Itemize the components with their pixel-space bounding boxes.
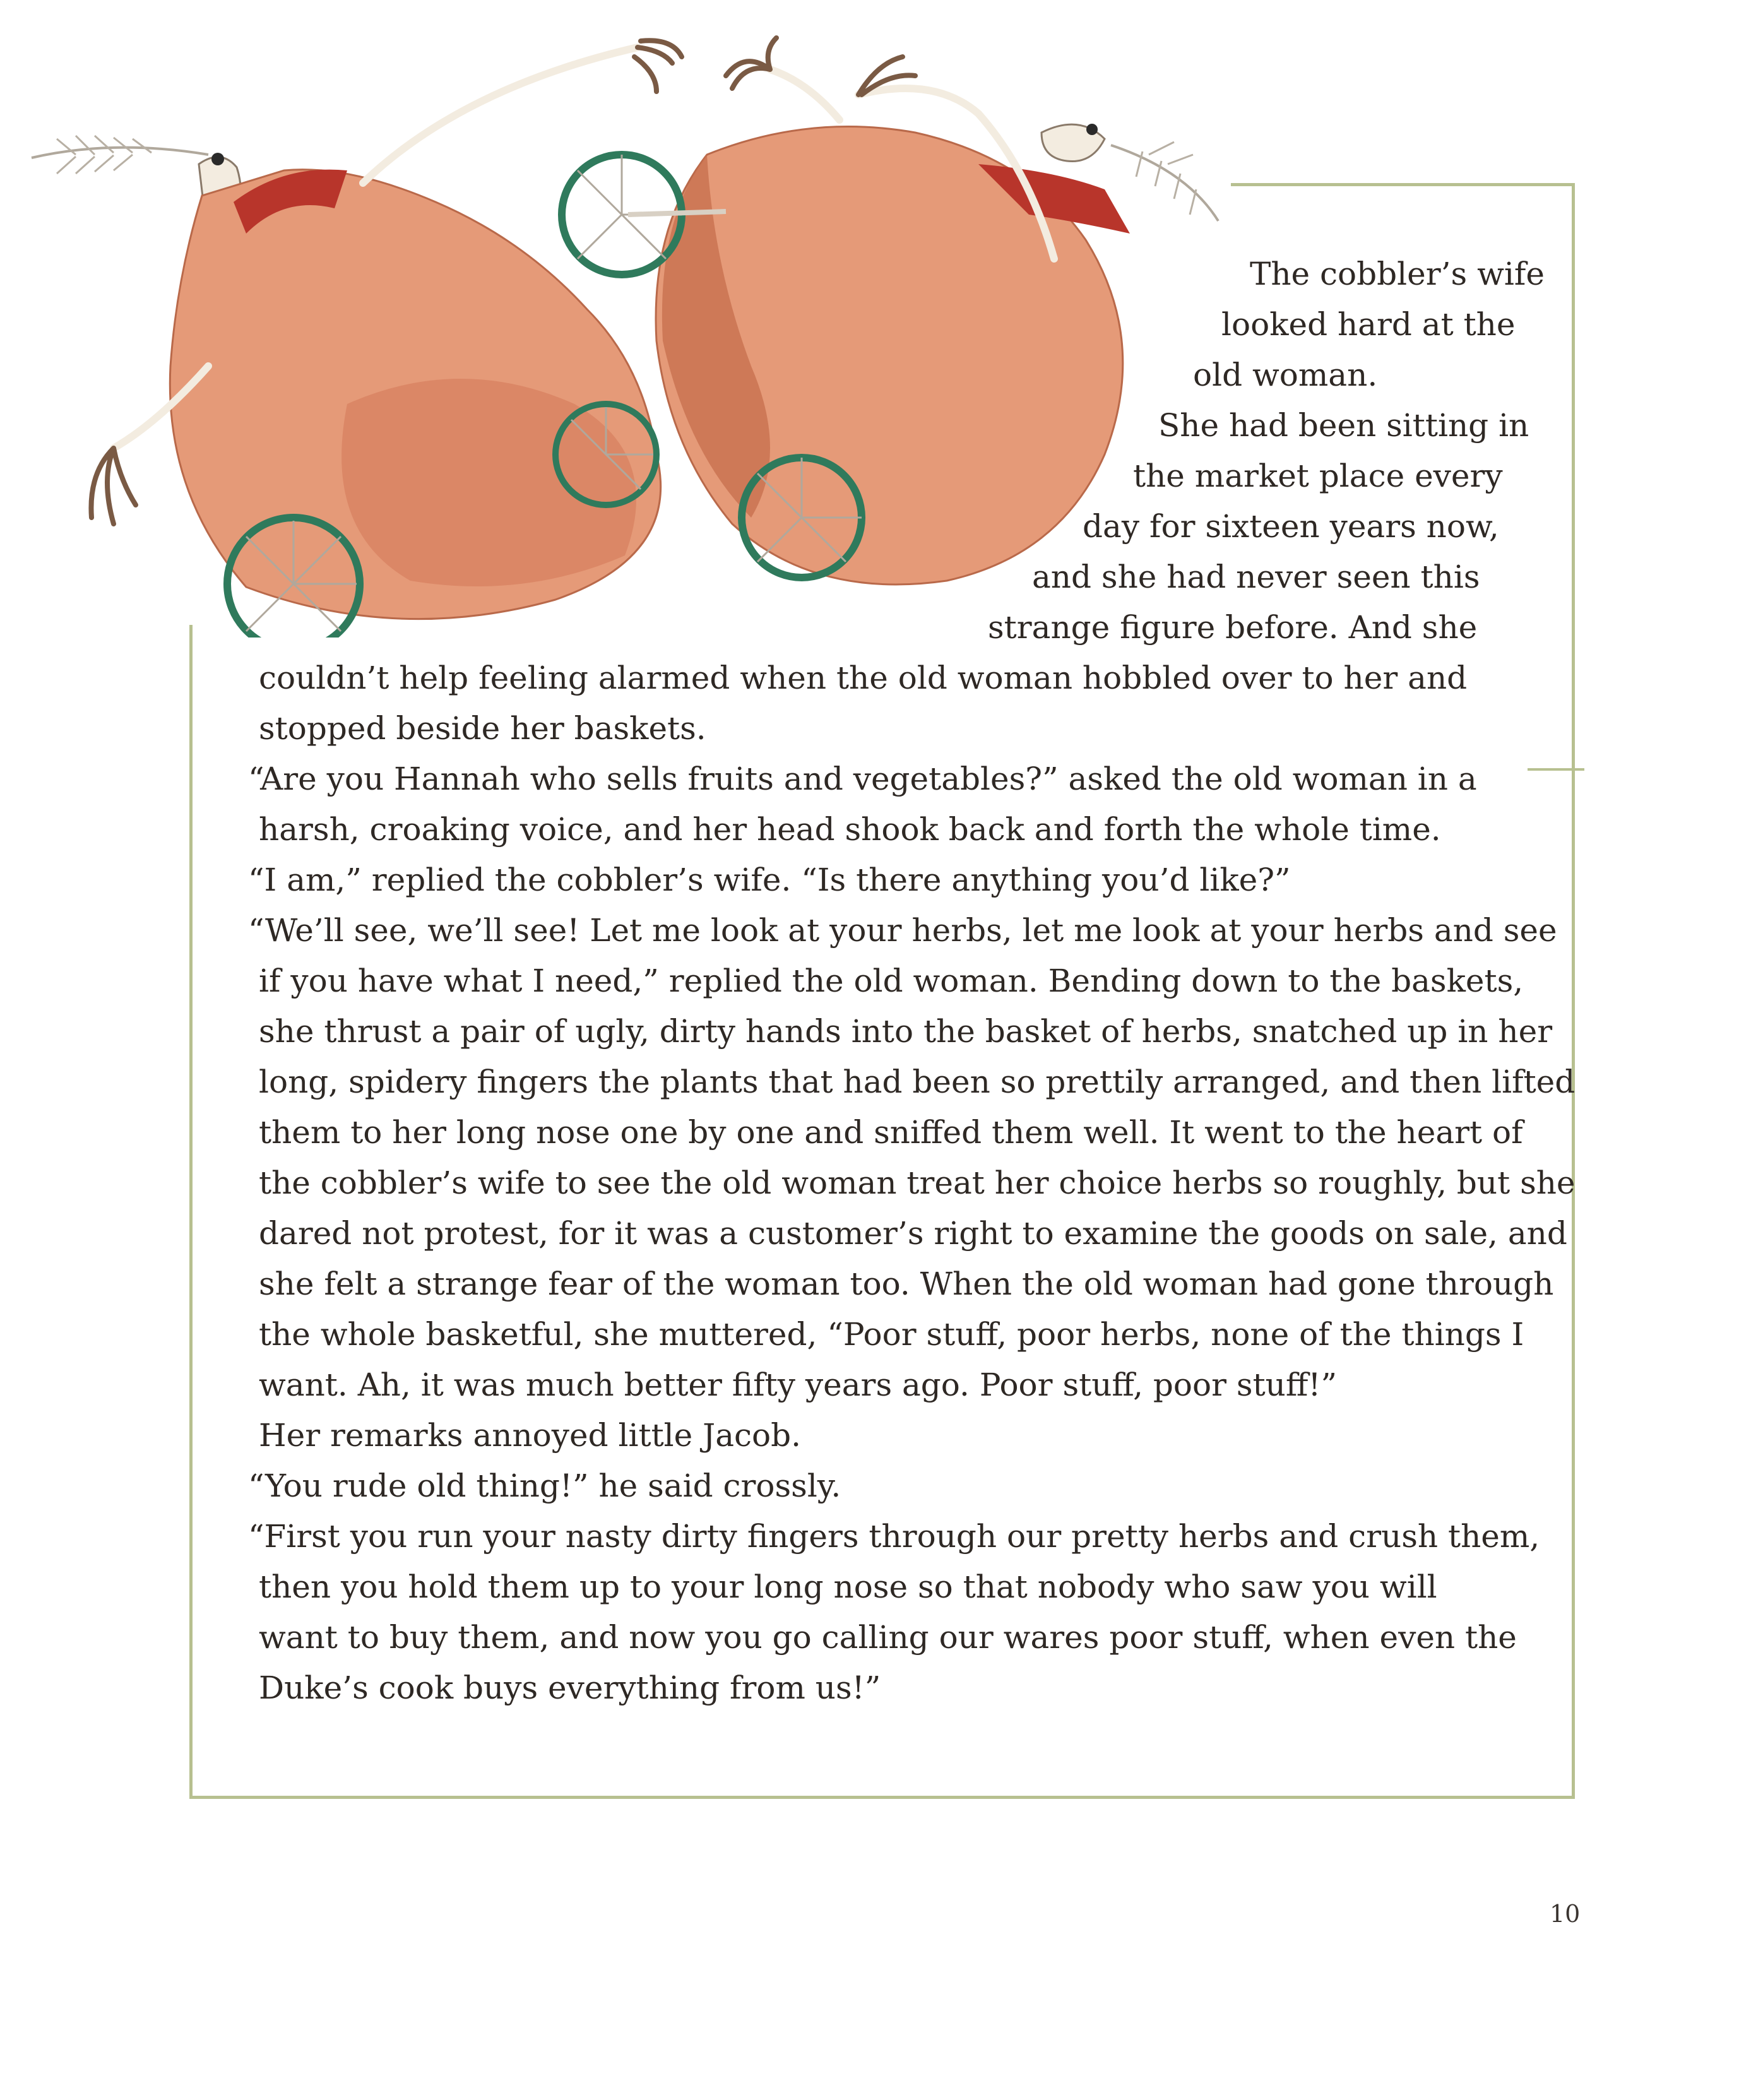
text-line: dared not protest, for it was a customer’s right to examine the goods on sale, and <box>259 1215 1567 1252</box>
text-line: want to buy them, and now you go calling our wares poor stuff, when even the <box>259 1619 1517 1656</box>
text-line: she thrust a pair of ugly, dirty hands into the basket of herbs, snatched up in her <box>259 1013 1553 1050</box>
text-line: Her remarks annoyed little Jacob. <box>259 1417 802 1454</box>
text-line: them to her long nose one by one and sniffed them well. It went to the heart of <box>259 1114 1523 1151</box>
text-line: “We’ll see, we’ll see! Let me look at your herbs, let me look at your herbs and see <box>248 912 1557 949</box>
text-line: strange figure before. And she <box>988 609 1478 646</box>
text-line: day for sixteen years now, <box>1083 508 1499 545</box>
text-line: she felt a strange fear of the woman too. When the old woman had gone through <box>259 1266 1554 1302</box>
text-line: “I am,” replied the cobbler’s wife. “Is there anything you’d like?” <box>248 862 1291 898</box>
text-line: the cobbler’s wife to see the old woman treat her choice herbs so roughly, but she <box>259 1165 1576 1201</box>
text-line: She had been sitting in <box>1158 407 1529 444</box>
text-line: want. Ah, it was much better fifty years ago. Poor stuff, poor stuff!” <box>259 1367 1338 1403</box>
text-line: “Are you Hannah who sells fruits and vegetables?” asked the old woman in a <box>248 761 1477 797</box>
text-line: long, spidery fingers the plants that had been so prettily arranged, and then lifted <box>259 1064 1576 1100</box>
text-line: harsh, croaking voice, and her head shook back and forth the whole time. <box>259 811 1441 848</box>
text-line: if you have what I need,” replied the old woman. Bending down to the baskets, <box>259 963 1524 999</box>
text-line: couldn’t help feeling alarmed when the old woman hobbled over to her and <box>259 660 1468 696</box>
page-number: 10 <box>1550 1900 1581 1928</box>
text-line: “You rude old thing!” he said crossly. <box>248 1468 841 1504</box>
text-line: and she had never seen this <box>1032 559 1480 595</box>
text-line: the market place every <box>1133 458 1503 494</box>
text-line: “First you run your nasty dirty fingers through our pretty herbs and crush them, <box>248 1518 1540 1555</box>
text-line: stopped beside her baskets. <box>259 710 706 747</box>
text-line: The cobbler’s wife <box>1250 256 1545 292</box>
text-line: Duke’s cook buys everything from us!” <box>259 1670 881 1706</box>
text-line: then you hold them up to your long nose so that nobody who saw you will <box>259 1569 1437 1605</box>
text-line: old woman. <box>1193 357 1378 393</box>
text-line: looked hard at the <box>1221 306 1516 343</box>
text-line: the whole basketful, she muttered, “Poor stuff, poor herbs, none of the things I <box>259 1316 1524 1353</box>
